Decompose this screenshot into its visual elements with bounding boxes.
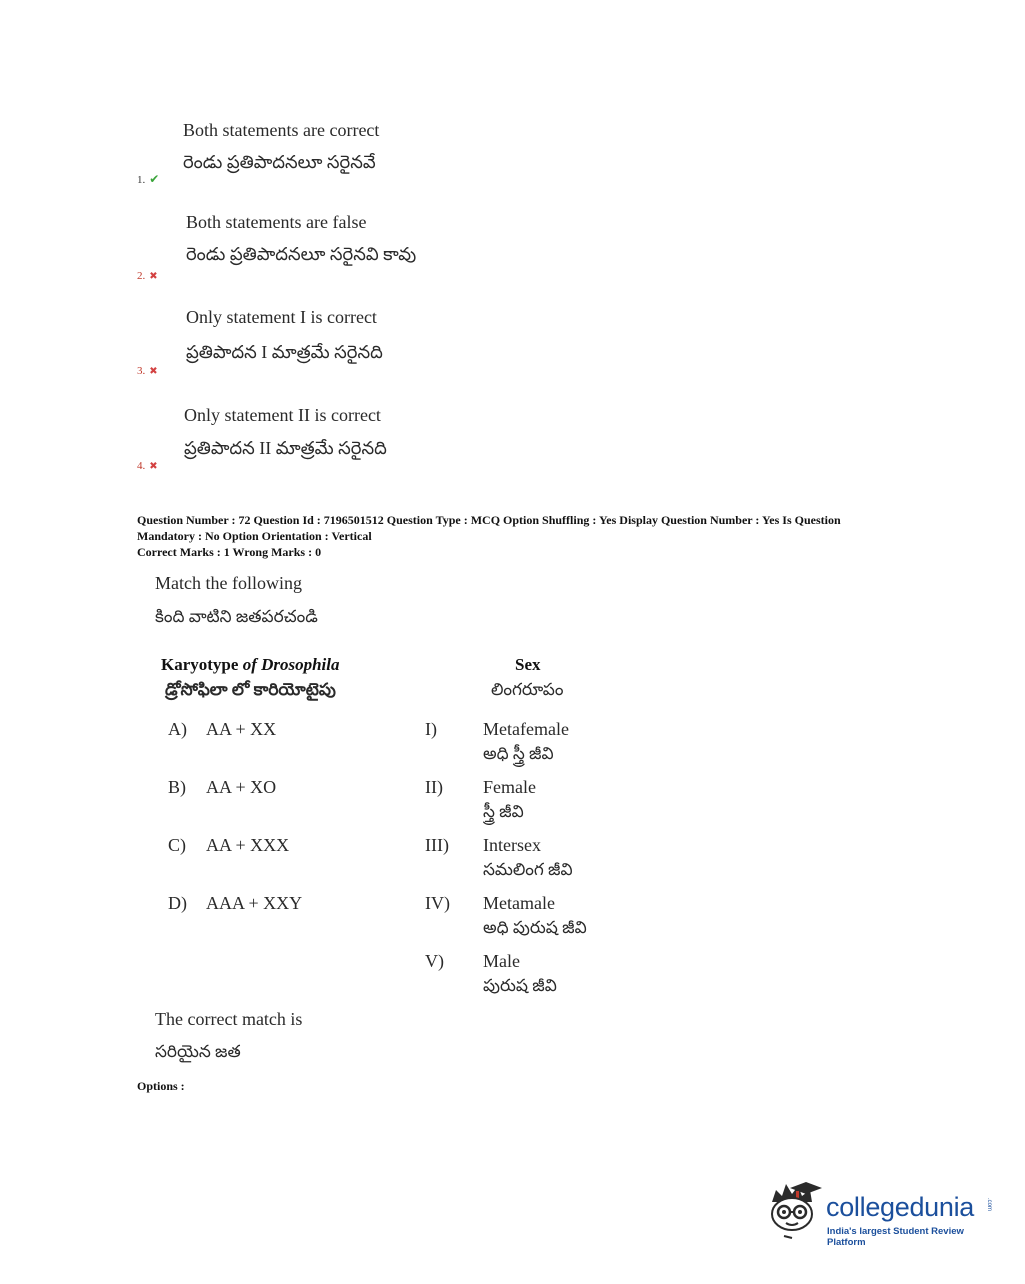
option-4-marker [137,456,158,474]
logo-suffix: .com [986,1198,992,1212]
right-item-3-label: III) [425,835,449,855]
column-2-header: Sex [515,655,541,674]
right-item-2-telugu: స్త్రీ జీవి [483,802,524,821]
left-item-a-label: A) [168,719,187,739]
column-1-header-a: Karyotype [161,655,243,674]
left-item-a-value: AA + XX [206,719,277,739]
option-3-marker [137,361,158,379]
option-4-telugu: ప్రతిపాదన II మాత్రమే సరైనది [184,438,387,458]
column-1-header-telugu: డ్రోసోఫిలా లో కారియోటైపు [165,680,336,699]
right-item-4-english: Metamale [483,893,555,913]
option-4-number: 4. [137,460,146,472]
column-1-header [161,655,340,675]
cross-icon: ✖ [149,271,158,282]
collegedunia-logo [766,1180,996,1246]
option-4-english: Only statement II is correct [184,405,381,425]
right-item-5-english: Male [483,951,520,971]
logo-tagline: India's largest Student Review Platform [827,1226,964,1248]
right-item-2-english: Female [483,777,536,797]
option-1-telugu: రెండు ప్రతిపాదనలూ సరైనవే [183,152,376,172]
cross-icon: ✖ [149,461,158,472]
option-1-number: 1. [137,174,146,186]
left-item-b-value: AA + XO [206,777,277,797]
option-2-number: 2. [137,270,146,282]
right-item-1-english: Metafemale [483,719,569,739]
right-item-3-english: Intersex [483,835,541,855]
question-meta-line1: Question Number : 72 Question Id : 7196501512 Question Type : MCQ Option Shuffling : Yes Display Question Number : Yes Is Question [137,513,841,527]
column-1-header-b: of Drosophila [242,655,340,674]
option-2-english: Both statements are false [186,212,367,232]
left-item-c-label: C) [168,835,186,855]
right-item-1-telugu: అధి స్త్రీ జీవి [483,744,554,763]
option-3-number: 3. [137,365,146,377]
option-2-marker [137,266,158,284]
right-item-3-telugu: సమలింగ జీవి [483,860,573,879]
left-item-b-label: B) [168,777,186,797]
right-item-5-label: V) [425,951,444,971]
right-item-4-label: IV) [425,893,450,913]
right-item-2-label: II) [425,777,443,797]
question-meta [137,512,907,560]
question-text-telugu: కింది వాటిని జతపరచండి [155,607,318,626]
question-meta-line2: Mandatory : No Option Orientation : Vertical [137,529,372,543]
logo-name: collegedunia [826,1192,975,1222]
right-item-4-telugu: అధి పురుష జీవి [483,918,587,937]
right-item-5-telugu: పురుష జీవి [483,976,557,995]
option-3-english: Only statement I is correct [186,307,377,327]
left-item-d-label: D) [168,893,187,913]
left-item-c-value: AA + XXX [206,835,290,855]
right-item-1-label: I) [425,719,437,739]
cross-icon: ✖ [149,366,158,377]
mascot-icon [766,1180,826,1246]
option-1-english: Both statements are correct [183,120,380,140]
column-2-header-telugu: లింగరూపం [491,680,564,699]
left-item-d-value: AAA + XXY [206,893,303,913]
question-text-english: Match the following [155,573,302,593]
option-3-telugu: ప్రతిపాదన I మాత్రమే సరైనది [186,342,383,362]
prompt-english: The correct match is [155,1009,303,1029]
check-icon: ✔ [149,172,160,186]
prompt-telugu: సరియైన జత [155,1042,241,1061]
option-2-telugu: రెండు ప్రతిపాదనలూ సరైనవి కావు [186,244,417,264]
question-meta-line3: Correct Marks : 1 Wrong Marks : 0 [137,545,322,559]
options-label: Options : [137,1079,185,1093]
option-1-marker [137,170,159,188]
